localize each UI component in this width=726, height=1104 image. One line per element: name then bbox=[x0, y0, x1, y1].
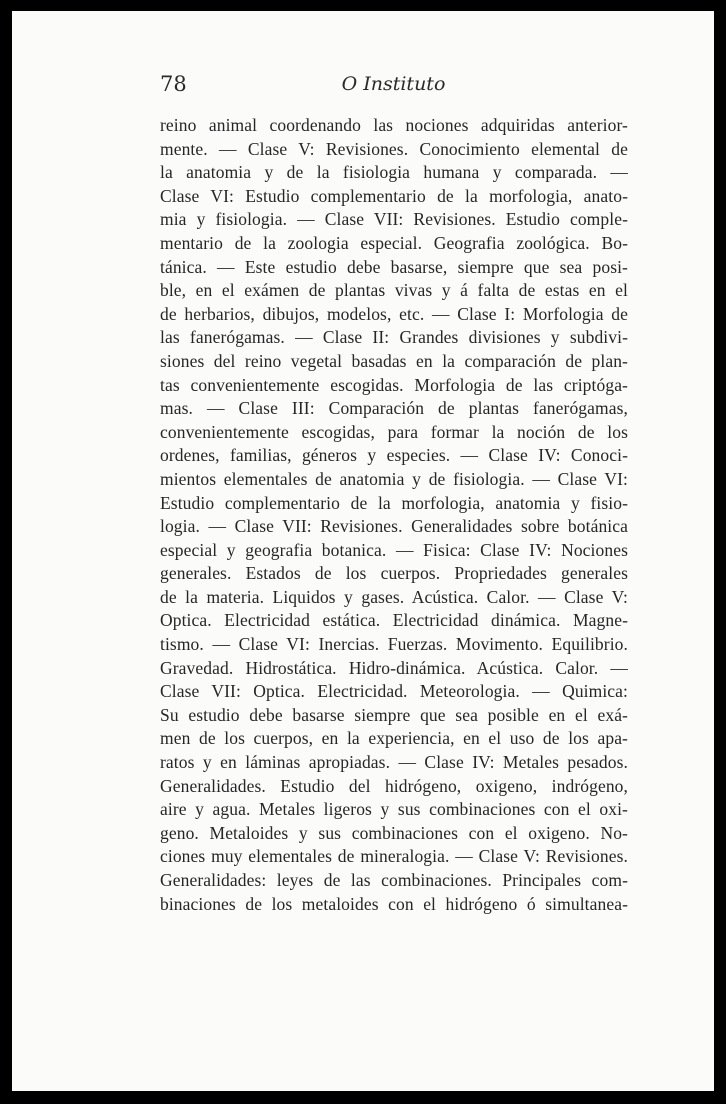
text-line: mientos elementales de anatomia y de fisiologia. — Clase VI: bbox=[160, 468, 628, 489]
text-line: las fanerógamas. — Clase II: Grandes divisiones y subdivi- bbox=[160, 327, 628, 348]
text-line: de la materia. Liquidos y gases. Acústica. Calor. — Clase V: bbox=[160, 586, 628, 607]
text-line: convenientemente escogidas, para formar la noción de los bbox=[160, 421, 628, 442]
text-line: Gravedad. Hidrostática. Hidro-dinámica. Acústica. Calor. — bbox=[160, 657, 628, 678]
text-line: especial y geografia botanica. — Fisica: Clase IV: Nociones bbox=[160, 539, 628, 560]
text-line: binaciones de los metaloides con el hidrógeno ó simultanea- bbox=[160, 893, 628, 914]
text-line: aire y agua. Metales ligeros y sus combinaciones con el oxi- bbox=[160, 799, 628, 820]
text-line: de herbarios, dibujos, modelos, etc. — Clase I: Morfologia de bbox=[160, 303, 628, 324]
text-line: mente. — Clase V: Revisiones. Conocimiento elemental de bbox=[160, 138, 628, 159]
text-line: Clase VI: Estudio complementario de la morfologia, anato- bbox=[160, 185, 628, 206]
text-line: mia y fisiologia. — Clase VII: Revisiones. Estudio comple- bbox=[160, 209, 628, 230]
page-header bbox=[160, 69, 627, 99]
text-line: Su estudio debe basarse siempre que sea posible en el exá- bbox=[160, 704, 628, 725]
text-line: Optica. Electricidad estática. Electricidad dinámica. Magne- bbox=[160, 610, 628, 631]
text-line: mas. — Clase III: Comparación de plantas fanerógamas, bbox=[160, 398, 628, 419]
text-line: ordenes, familias, géneros y especies. — Clase IV: Conoci- bbox=[160, 445, 628, 466]
text-line: men de los cuerpos, en la experiencia, en el uso de los apa- bbox=[160, 728, 628, 749]
body-text bbox=[160, 114, 628, 916]
text-line: ble, en el exámen de plantas vivas y á falta de estas en el bbox=[160, 280, 628, 301]
text-line: mentario de la zoologia especial. Geografia zoológica. Bo- bbox=[160, 232, 628, 253]
text-line: logia. — Clase VII: Revisiones. Generalidades sobre botánica bbox=[160, 516, 628, 537]
text-line: generales. Estados de los cuerpos. Propriedades generales bbox=[160, 563, 628, 584]
text-line: geno. Metaloides y sus combinaciones con el oxigeno. No- bbox=[160, 822, 628, 843]
text-line: reino animal coordenando las nociones adquiridas anterior- bbox=[160, 115, 628, 135]
text-line: Generalidades: leyes de las combinaciones. Principales com- bbox=[160, 870, 628, 890]
text-line: Estudio complementario de la morfologia, anatomia y fisio- bbox=[160, 492, 628, 513]
text-line: tismo. — Clase VI: Inercias. Fuerzas. Movimento. Equilibrio. bbox=[160, 634, 628, 655]
text-line: la anatomia y de la fisiologia humana y comparada. — bbox=[160, 162, 628, 183]
text-line: Generalidades. Estudio del hidrógeno, oxigeno, indrógeno, bbox=[160, 775, 628, 796]
text-line: tánica. — Este estudio debe basarse, siempre que sea posi- bbox=[160, 256, 628, 277]
text-line: ciones muy elementales de mineralogia. — Clase V: Revisiones. bbox=[160, 846, 628, 867]
text-line: Clase VII: Optica. Electricidad. Meteorologia. — Quimica: bbox=[160, 681, 628, 702]
text-line: tas convenientemente escogidas. Morfologia de las criptóga- bbox=[160, 374, 628, 395]
text-line: siones del reino vegetal basadas en la comparación de plan- bbox=[160, 350, 628, 371]
text-line: ratos y en láminas apropiadas. — Clase IV: Metales pesados. bbox=[160, 752, 628, 773]
page-number: 78 bbox=[160, 72, 187, 96]
running-title: O Instituto bbox=[341, 73, 446, 95]
book-page bbox=[12, 11, 714, 1091]
